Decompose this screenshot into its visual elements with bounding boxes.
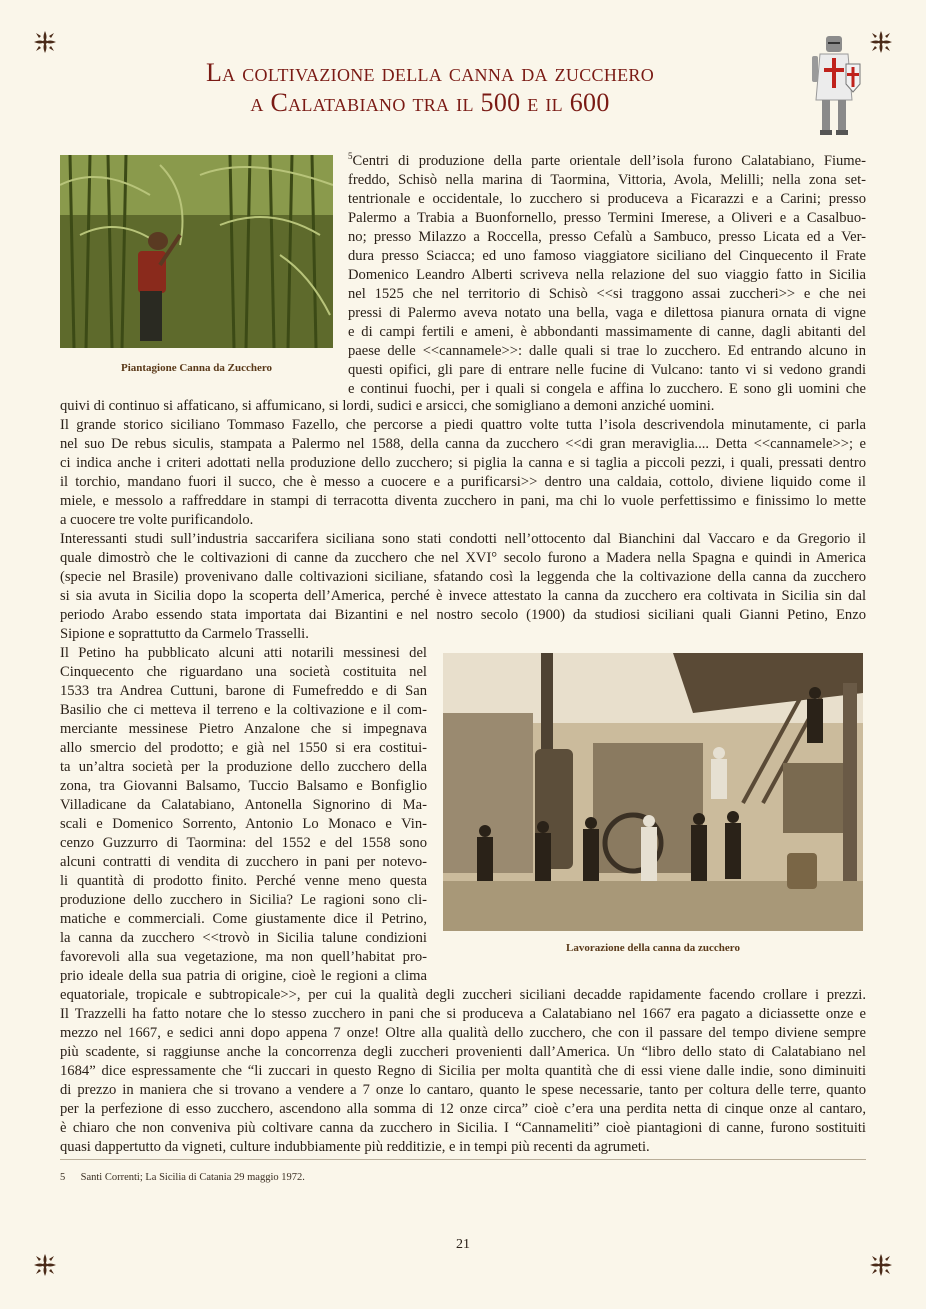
text-line: Il grande storico siciliano Tommaso Fazello, che percorse a piedi quattro volte tutta l’isola descrivendola minutamente, ci parla xyxy=(60,417,866,433)
page-title xyxy=(120,58,740,118)
text-line: questi opifici, gli pare di entrare nelle fucine di Vulcano: tanto vi si vedono grandi xyxy=(348,362,866,378)
text-line: freddo, Schisò nella marina di Taormina, Vittoria, Avola, Melilli; nella zona set- xyxy=(348,172,866,188)
floral-ornament-icon xyxy=(32,1252,58,1278)
text-line: Sipione e soprattutto da Carmelo Trasselli. xyxy=(60,626,309,642)
text-line: miele, e messolo a raffreddare in stampi di terracotta diventa zucchero in pani, ma chi lo vuole perfettissimo e finissimo lo mette xyxy=(60,493,866,509)
text-line: no; presso Milazzo a Roccella, presso Cefalù a Sambuco, presso Licata ed a Ver- xyxy=(348,229,866,245)
text-line: Palermo a Trabia a Buonfornello, presso Termini Imerese, a Oliveri e a Casalbuo- xyxy=(348,210,866,226)
text-line: ci indica anche i criteri adottati nella produzione dello zucchero; si piglia la canna e si taglia a piccoli pezzi, i quali, pressati dentro xyxy=(60,455,866,471)
text-line: tentrionale e occidentale, lo zucchero si produceva a Ficarazzi e a Carini; presso xyxy=(348,191,866,207)
page-number: 21 xyxy=(456,1237,470,1252)
text-line: è chiaro che non conveniva più coltivare canna da zucchero in Sicilia. I “Cannameliti” cioè piantagioni di canne, furono sostituiti xyxy=(60,1120,866,1136)
title-line-2: a Calatabiano tra il 500 e il 600 xyxy=(250,88,610,117)
text-line: zona, tra Giovanni Balsamo, Tuccio Balsamo e Bonfiglio xyxy=(60,778,427,794)
title-line-1: La coltivazione della canna da zucchero xyxy=(205,58,655,87)
text-line: quivi di continuo si affaticano, si affumicano, si lordi, sudici e arsicci, che somigliano a demoni anziché uomini. xyxy=(60,398,715,414)
text-line: quale dimostrò che le coltivazioni di canne da zucchero che nel XVI° secolo furono a Madera nella Spagna e quindi in America xyxy=(60,550,866,566)
corner-ornament-bottom-left xyxy=(32,1252,58,1278)
text-line: e continui fuochi, per i quali si congela e affina lo zucchero. E sono gli uomini che xyxy=(348,381,866,397)
footnote xyxy=(60,1172,305,1183)
text-line: per la perfezione di esso zucchero, ascendono alla somma di 12 onze circa” cioè c’era una perdita netta di cinque onze al cantaro, xyxy=(60,1101,866,1117)
text-line: Basilio che ci metteva il terreno e la coltivazione e il com- xyxy=(60,702,427,718)
text-line: a cuocere tre volte purificandolo. xyxy=(60,512,254,528)
footnote-text: Santi Correnti; La Sicilia di Catania 29 maggio 1972. xyxy=(80,1172,305,1183)
text-line: matiche e commerciali. Come giustamente dice il Petrino, xyxy=(60,911,427,927)
text-line: li quantità di prodotto finito. Perché venne meno questa xyxy=(60,873,427,889)
corner-ornament-top-right xyxy=(868,29,894,55)
text-line: 1533 tra Andrea Cuttuni, barone di Fumefreddo e di San xyxy=(60,683,427,699)
text-line: merciante messinese Pietro Anzalone che si impegnava xyxy=(60,721,427,737)
text-line: Cinquecento che riguardano una società costituita nel xyxy=(60,664,427,680)
floral-ornament-icon xyxy=(868,29,894,55)
text-line: nel suo De rebus siculis, stampata a Palermo nel 1588, della canna da zucchero <<di gran meraviglia.... Detta <<cannamele>>; e xyxy=(60,436,866,452)
sugarcane-photo xyxy=(60,155,333,348)
text-line: Domenico Leandro Alberti scriveva nella relazione del suo viaggio fatto in Sicilia xyxy=(348,267,866,283)
text-line: e di campi fertili e ameni, è abbondanti massimamente di canne, dagli abitanti del xyxy=(348,324,866,340)
text-line: pressi di Palermo aveva notato una bella, vaga e dilettosa pianura ornata di vigne xyxy=(348,305,866,321)
sugar-factory-photo xyxy=(443,653,863,931)
text-line: più scadente, si raggiunse anche la concorrenza degli zuccheri provenienti dall’America. Un “libro dello stato di Calatabiano nel xyxy=(60,1044,866,1060)
text-line: favorevoli alla sua vegetazione, ma non quell’habitat pro- xyxy=(60,949,427,965)
floral-ornament-icon xyxy=(32,29,58,55)
text-line: la canna da zucchero <<trovò in Sicilia talune condizioni xyxy=(60,930,427,946)
footnote-marker: 5 xyxy=(348,152,353,162)
text-line: $^5$Centri di produzione della parte orientale dell’isola furono Calatabiano, Fiume- xyxy=(348,152,866,169)
footnote-number: 5 xyxy=(60,1172,66,1183)
text-line: Interessanti studi sull’industria saccarifera siciliana sono stati condotti nell’ottocento dal Bianchini dal Vaccaro e da Gregorio il xyxy=(60,531,866,547)
text-line: produzione dello zucchero in Sicilia? Le ragioni sono cli- xyxy=(60,892,427,908)
sugar-factory-photo-caption: Lavorazione della canna da zucchero xyxy=(566,942,740,954)
text-line: paese delle <<cannamele>>: dalle quali si trae lo zucchero. Ed entrando alcuno in xyxy=(348,343,866,359)
text-line: prio ideale della sua patria di origine, cioè le regioni a clima xyxy=(60,968,427,984)
text-line: Il Petino ha pubblicato alcuni atti notarili messinesi del xyxy=(60,645,427,661)
text-line: si sia avuta in Sicilia dopo la scoperta dell’America, perché è invece attestato la canna da zucchero era coltivata in Sicilia sin dal xyxy=(60,588,866,604)
templar-knight-icon xyxy=(806,30,862,138)
footnote-divider xyxy=(60,1159,866,1160)
text-line: mezzo nel 1667, e sedici anni dopo appena 7 onze! Oltre alla qualità dello zucchero, che con il passare del tempo diviene sempre xyxy=(60,1025,866,1041)
text-line: quasi dappertutto da vigneti, culture indubbiamente più redditizie, e in tempi più recenti da agrumeti. xyxy=(60,1139,650,1155)
text-line: il torchio, mandano fuori il succo, che è messo a cuocere e a purificarsi>> dentro una caldaia, cottolo, diviene liquido come il xyxy=(60,474,866,490)
floral-ornament-icon xyxy=(868,1252,894,1278)
corner-ornament-top-left xyxy=(32,29,58,55)
text-line: equatoriale, tropicale e subtropicale>>, per cui la qualità degli zuccheri siciliani decadde rapidamente facendo crollare i prezzi. xyxy=(60,987,866,1003)
text-line: (specie nel Brasile) provenivano dalle coltivazioni siciliane, sfatando così la leggenda che la coltivazione della canna da zucchero xyxy=(60,569,866,585)
sugarcane-photo-caption: Piantagione Canna da Zucchero xyxy=(120,362,273,374)
text-line: 1684” dice espressamente che “li zuccari in questo Regno di Sicilia per molta quantità che di essi viene dalle indie, sono diminuiti xyxy=(60,1063,866,1079)
corner-ornament-bottom-right xyxy=(868,1252,894,1278)
text-line: dura presso Sciacca; ed uno famoso viaggiatore siciliano del Cinquecento il Frate xyxy=(348,248,866,264)
text-line: di prezzo in maniera che si trovano a vendere a 7 onze lo cantaro, quanto le spese necessarie, tanto per coltura delle terre, quanto xyxy=(60,1082,866,1098)
text-line: alcuni contratti di vendita di zucchero in pani per notevo- xyxy=(60,854,427,870)
text-line: scali e Domenico Sorrento, Antonio Lo Monaco e Vin- xyxy=(60,816,427,832)
text-line: Villadicane da Calatabiano, Antonella Signorino di Ma- xyxy=(60,797,427,813)
text-line: Il Trazzelli ha fatto notare che lo stesso zucchero in pani che si produceva a Calatabiano nel 1667 era pagato a diciassette onze e xyxy=(60,1006,866,1022)
text-line: nel 1525 che nel territorio di Schisò <<si traggono assai zuccheri>> e che nei xyxy=(348,286,866,302)
text-line: periodo Arabo essendo stata importata dai Bizantini e nel nostro secolo (1900) da studiosi siciliani quali Gianni Petino, Enzo xyxy=(60,607,866,623)
text-line: allo smercio del prodotto; e già nel 1550 si era costitui- xyxy=(60,740,427,756)
text-line: ta un’altra società per la produzione dello zucchero della xyxy=(60,759,427,775)
text-line: cenzo Guzzurro di Taormina: del 1552 e del 1558 sono xyxy=(60,835,427,851)
